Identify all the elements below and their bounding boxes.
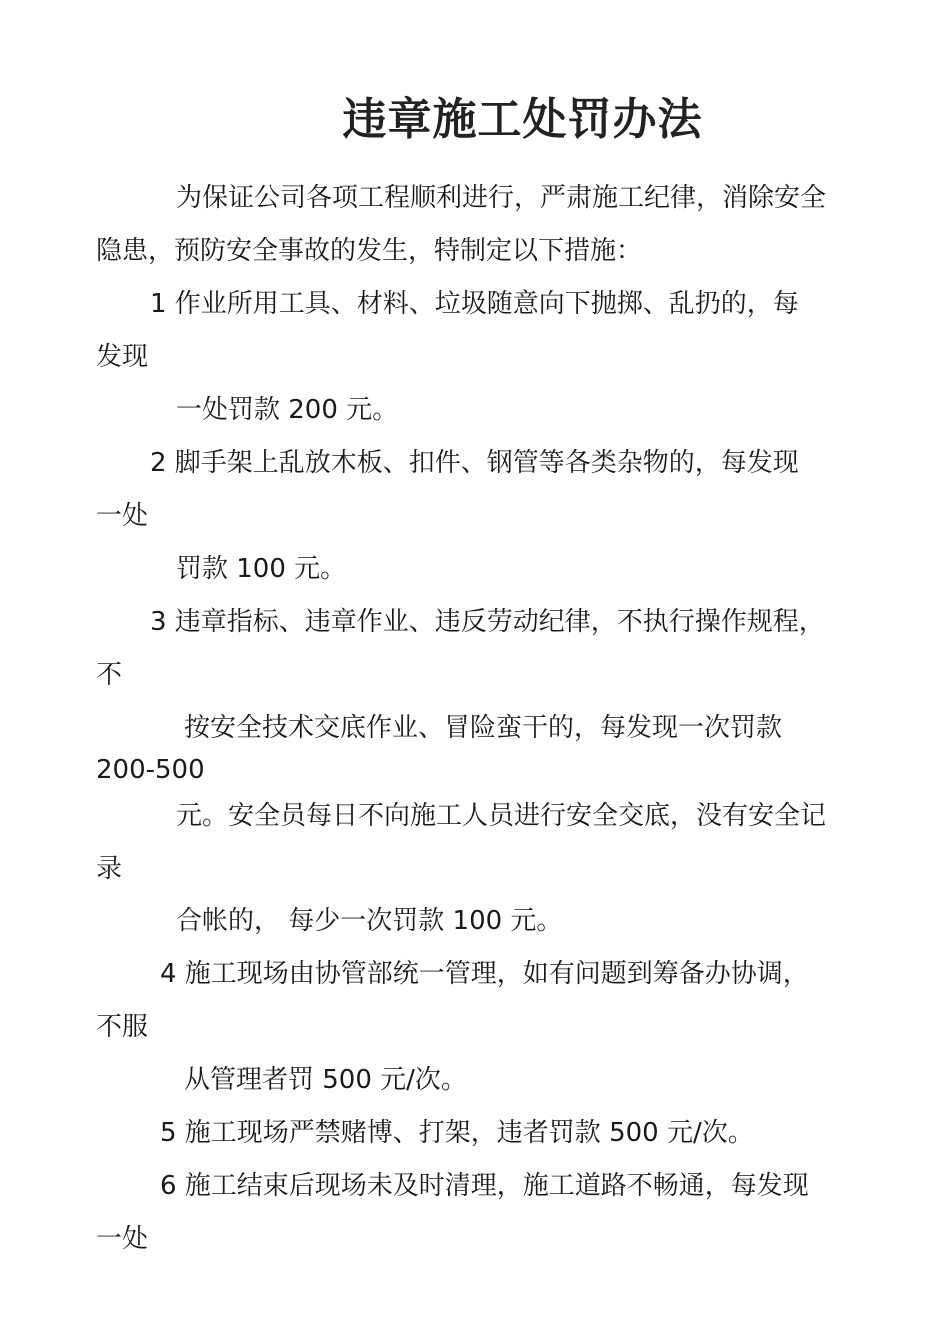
paragraph-line: 隐患，预防安全事故的发生，特制定以下措施： xyxy=(96,236,643,266)
list-item-line: 合帐的， 每少一次罚款 100 元。 xyxy=(176,906,563,936)
list-item-line: 不服 xyxy=(96,1012,149,1042)
list-item-line: 200-500 xyxy=(96,755,205,785)
list-item-line: 2 脚手架上乱放木板、扣件、钢管等各类杂物的，每发现 xyxy=(150,448,799,478)
list-item-line: 从管理者罚 500 元/次。 xyxy=(184,1065,467,1095)
document-title: 违章施工处罚办法 xyxy=(342,94,703,145)
list-item-line: 按安全技术交底作业、冒险蛮干的，每发现一次罚款 xyxy=(184,713,783,743)
list-item-line: 罚款 100 元。 xyxy=(176,554,347,584)
list-item-line: 元。安全员每日不向施工人员进行安全交底，没有安全记 xyxy=(176,801,827,831)
list-item-line: 录 xyxy=(96,854,123,884)
list-item-line: 一处罚款 200 元。 xyxy=(176,395,399,425)
list-item-line: 不 xyxy=(96,660,123,690)
list-item-line: 5 施工现场严禁赌博、打架，违者罚款 500 元/次。 xyxy=(160,1118,754,1148)
list-item-line: 1 作业所用工具、材料、垃圾随意向下抛掷、乱扔的，每 xyxy=(150,289,799,319)
list-item-line: 6 施工结束后现场未及时清理，施工道路不畅通，每发现 xyxy=(160,1171,809,1201)
list-item-line: 一处 xyxy=(96,1224,149,1254)
list-item-line: 4 施工现场由协管部统一管理，如有问题到筹备办协调， xyxy=(160,959,809,989)
list-item-line: 发现 xyxy=(96,342,149,372)
paragraph-line: 为保证公司各项工程顺利进行，严肃施工纪律，消除安全 xyxy=(176,183,827,213)
list-item-line: 3 违章指标、违章作业、违反劳动纪律，不执行操作规程， xyxy=(150,607,825,637)
list-item-line: 一处 xyxy=(96,501,149,531)
